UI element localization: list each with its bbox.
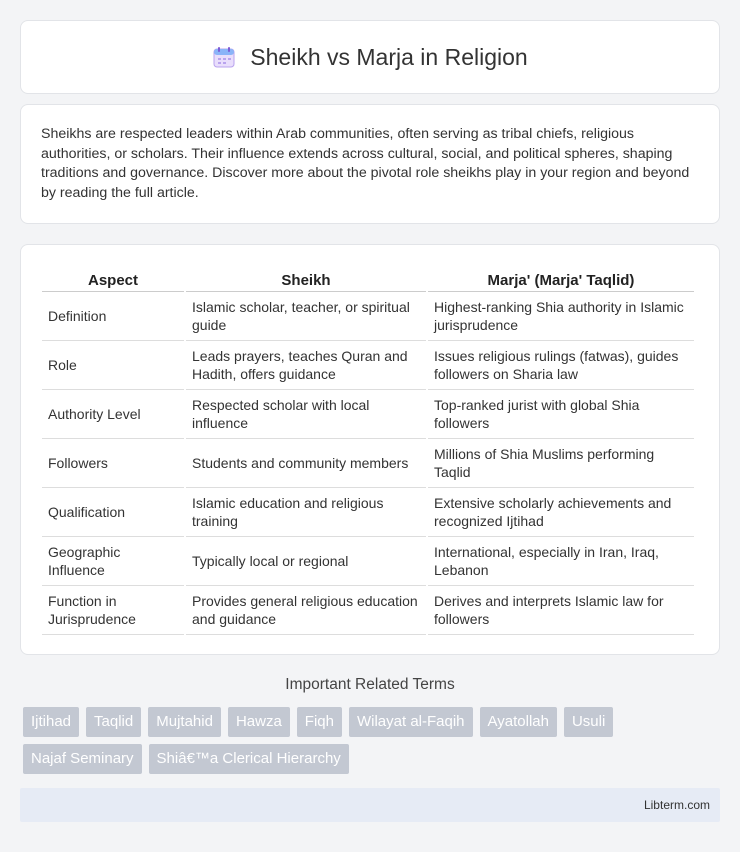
tag-wilayat-al-faqih[interactable]: Wilayat al-Faqih — [349, 707, 473, 737]
header-aspect: Aspect — [42, 266, 184, 292]
cell-aspect: Geographic Influence — [42, 537, 184, 586]
footer — [20, 788, 720, 822]
title-card — [20, 20, 720, 94]
tag-taqlid[interactable]: Taqlid — [86, 707, 141, 737]
tag-fiqh[interactable]: Fiqh — [297, 707, 342, 737]
intro-text: Sheikhs are respected leaders within Arab communities, often serving as tribal chiefs, religious authorities, or scholars. Their influence extends across cultural, social, and political spheres, shaping traditions and governance. Discover more about the pivotal role sheikhs play in your region and beyond by reading the full article. — [41, 126, 690, 201]
cell-marja: Derives and interprets Islamic law for followers — [428, 586, 694, 635]
tag-ayatollah[interactable]: Ayatollah — [480, 707, 557, 737]
tag-najaf-seminary[interactable]: Najaf Seminary — [23, 744, 142, 774]
cell-sheikh: Typically local or regional — [186, 537, 426, 586]
table-row — [42, 292, 694, 341]
cell-sheikh: Respected scholar with local influence — [186, 390, 426, 439]
tag-ijtihad[interactable]: Ijtihad — [23, 707, 79, 737]
calendar-icon — [212, 45, 236, 69]
tag-shia-clerical-hierarchy[interactable]: Shiâ€™a Clerical Hierarchy — [149, 744, 349, 774]
cell-marja: Extensive scholarly achievements and recognized Ijtihad — [428, 488, 694, 537]
table-row — [42, 341, 694, 390]
tag-usuli[interactable]: Usuli — [564, 707, 613, 737]
cell-aspect: Role — [42, 341, 184, 390]
cell-sheikh: Leads prayers, teaches Quran and Hadith, offers guidance — [186, 341, 426, 390]
table-row — [42, 488, 694, 537]
intro-card — [20, 104, 720, 224]
cell-marja: Highest-ranking Shia authority in Islamic jurisprudence — [428, 292, 694, 341]
cell-marja: Top-ranked jurist with global Shia followers — [428, 390, 694, 439]
header-marja: Marja' (Marja' Taqlid) — [428, 266, 694, 292]
cell-marja: Millions of Shia Muslims performing Taqlid — [428, 439, 694, 488]
comparison-table — [40, 266, 696, 635]
cell-aspect: Authority Level — [42, 390, 184, 439]
cell-sheikh: Islamic education and religious training — [186, 488, 426, 537]
cell-sheikh: Islamic scholar, teacher, or spiritual guide — [186, 292, 426, 341]
table-row — [42, 537, 694, 586]
tag-mujtahid[interactable]: Mujtahid — [148, 707, 221, 737]
cell-aspect: Function in Jurisprudence — [42, 586, 184, 635]
table-header-row — [42, 266, 694, 292]
related-tags — [23, 707, 723, 774]
cell-aspect: Qualification — [42, 488, 184, 537]
table-row — [42, 439, 694, 488]
cell-sheikh: Students and community members — [186, 439, 426, 488]
cell-sheikh: Provides general religious education and guidance — [186, 586, 426, 635]
related-terms-title: Important Related Terms — [285, 676, 455, 693]
cell-marja: Issues religious rulings (fatwas), guides followers on Sharia law — [428, 341, 694, 390]
header-sheikh: Sheikh — [186, 266, 426, 292]
cell-aspect: Definition — [42, 292, 184, 341]
footer-site-link[interactable]: Libterm.com — [643, 798, 710, 812]
cell-marja: International, especially in Iran, Iraq, Lebanon — [428, 537, 694, 586]
page-title: Sheikh vs Marja in Religion — [250, 43, 528, 70]
tag-hawza[interactable]: Hawza — [228, 707, 290, 737]
table-row — [42, 390, 694, 439]
comparison-card — [20, 244, 720, 655]
table-row — [42, 586, 694, 635]
cell-aspect: Followers — [42, 439, 184, 488]
